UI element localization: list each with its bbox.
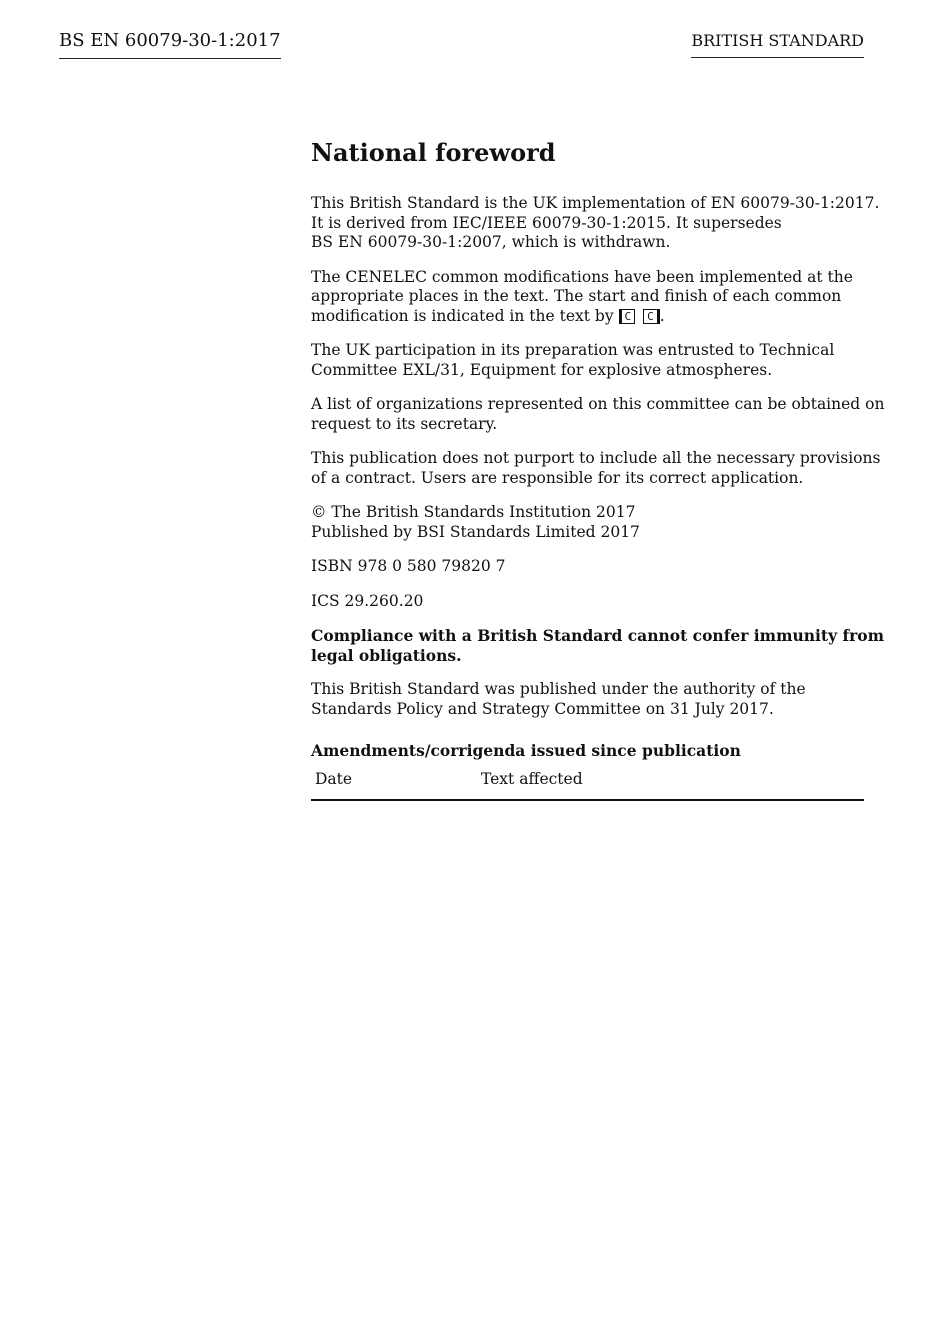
text-fragment: modification is indicated in the text by [311,306,614,325]
text-line: legal obligations. [311,645,462,665]
text-line: This publication does not purport to include all the necessary provisions [311,449,881,467]
header-document-code: BS EN 60079-30-1:2017 [59,30,281,59]
text-line: BS EN 60079-30-1:2007, which is withdrawn. [311,233,671,251]
header-series-label: BRITISH STANDARD [691,31,864,58]
text-line: Published by BSI Standards Limited 2017 [311,522,640,541]
amendments-title: Amendments/corrigenda issued since publication [311,741,741,760]
isbn-text: ISBN 978 0 580 79820 7 [311,557,506,575]
paragraph-compliance [311,626,885,665]
text-line [311,307,864,327]
ics-text: ICS 29.260.20 [311,591,424,610]
text-line: A list of organizations represented on this committee can be obtained on [311,395,885,413]
text-line: This British Standard is the UK implementation of EN 60079-30-1:2017. [311,194,880,212]
common-modification-end-marker: C [643,309,660,324]
text-line: The CENELEC common modifications have been implemented at the [311,267,853,286]
paragraph-copyright [311,503,864,542]
amendments-table [311,769,864,801]
paragraph-common-modifications [311,268,864,327]
text-line: of a contract. Users are responsible for its correct application. [311,468,804,487]
text-fragment: . [659,306,665,325]
text-line: request to its secretary. [311,414,498,433]
text-line: Standards Policy and Strategy Committee on 31 July 2017. [311,699,774,718]
text-line: Committee EXL/31, Equipment for explosive atmospheres. [311,360,773,379]
text-line: appropriate places in the text. The start and finish of each common [311,287,842,305]
common-modification-start-marker: C [619,309,636,324]
paragraph-disclaimer [311,449,881,488]
text-line: Compliance with a British Standard cannot confer immunity from [311,626,885,645]
main-content [311,138,885,801]
amendments-column-date: Date [315,770,353,788]
text-line: © The British Standards Institution 2017 [311,503,636,521]
text-line: This British Standard was published under the authority of the [311,680,806,698]
paragraph-uk-participation [311,341,864,380]
paragraph-authority [311,680,864,719]
page-title: National foreword [311,138,556,167]
text-line: The UK participation in its preparation was entrusted to Technical [311,341,835,359]
paragraph-committee-list [311,395,885,434]
amendments-column-text-affected: Text affected [481,770,583,788]
paragraph-implementation [311,194,880,253]
text-line: It is derived from IEC/IEEE 60079-30-1:2015. It supersedes [311,213,782,232]
